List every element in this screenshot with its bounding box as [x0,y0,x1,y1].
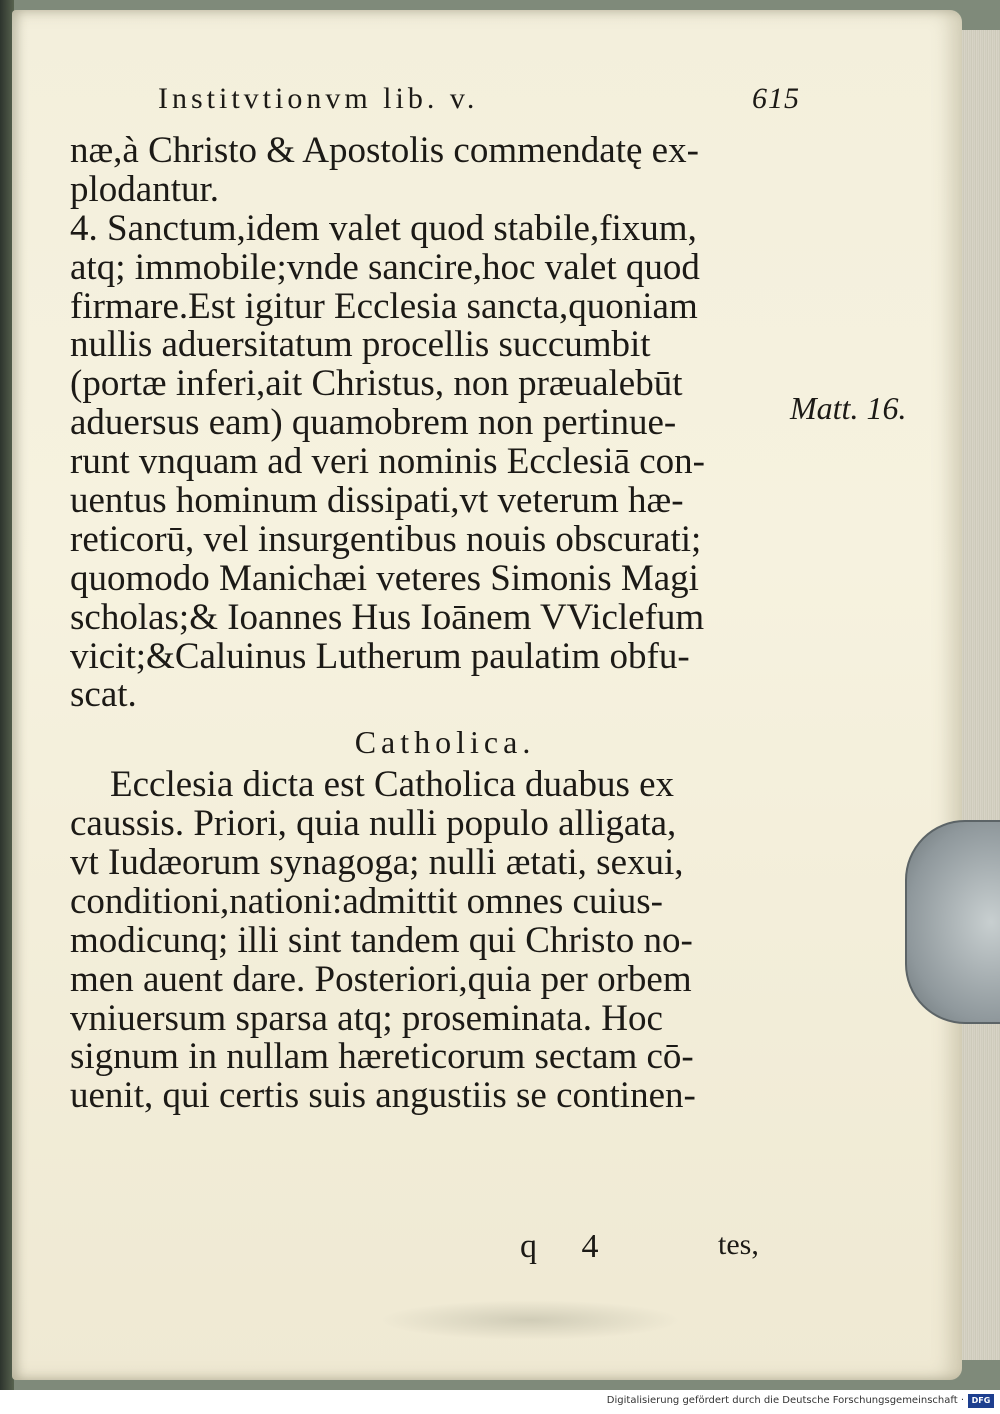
text-line: aduersus eam) quamobrem non pertinue- [70,402,677,444]
text-line: runt vnquam ad veri nominis Ecclesiā con- [70,441,705,483]
text-line: caussis. Priori, quia nulli populo alligata, [70,803,677,845]
catchword: tes, [718,1228,759,1261]
text-line: scholas;& Ioannes Hus Ioānem VViclefum [70,596,705,638]
footer-credit: Digitalisierung gefördert durch die Deutsche Forschungsgemeinschaft · [606,1395,964,1406]
text-line: Ecclesia dicta est Catholica duabus ex [110,764,675,806]
running-head-title: Institvtionvm lib. v. [158,82,479,115]
section-title: Catholica. [354,724,536,761]
text-line: signum in nullam hæreticorum sectam cō- [70,1036,694,1078]
text-line: 4. Sanctum,idem valet quod stabile,fixum, [70,207,697,249]
text-line: vniuersum sparsa atq; proseminata. Hoc [70,997,663,1039]
text-block-2 [70,766,790,1116]
page-number: 615 [752,82,800,115]
text-line: modicunq; illi sint tandem qui Christo no- [70,919,693,961]
page-edges [956,30,1000,1360]
text-line: (portæ inferi,ait Christus, non præualebūt [70,363,683,405]
text-block-1 [70,132,790,715]
text-line: vicit;&Caluinus Lutherum paulatim obfu- [70,635,690,677]
page-text [70,80,800,1117]
metal-clasp [905,820,1000,1024]
text-line: men auent dare. Posteriori,quia per orbem [70,958,692,1000]
dfg-logo: DFG [968,1394,994,1408]
text-line: atq; immobile;vnde sancire,hoc valet quod [70,246,700,288]
text-line: firmare.Est igitur Ecclesia sancta,quoniam [70,285,698,327]
footer-bar [0,1390,1000,1414]
text-line: næ,à Christo & Apostolis commendatę ex- [70,130,699,171]
text-line: scat. [70,674,137,716]
text-line: uenit, qui certis suis angustiis se continen- [70,1075,696,1117]
page-stain [380,1300,680,1340]
signature-mark: q 4 [520,1228,617,1265]
text-line: uentus hominum dissipati,vt veterum hæ- [70,480,684,522]
running-head [158,80,800,120]
text-line: nullis aduersitatum procellis succumbit [70,324,651,366]
text-line: vt Iudæorum synagoga; nulli ætati, sexui, [70,842,684,884]
text-line: conditioni,nationi:admittit omnes cuius- [70,880,663,922]
text-line: quomodo Manichæi veteres Simonis Magi [70,557,699,599]
margin-note: Matt. 16. [790,390,907,426]
text-line: reticorū, vel insurgentibus nouis obscurati; [70,518,702,560]
text-line: plodantur. [70,168,220,210]
